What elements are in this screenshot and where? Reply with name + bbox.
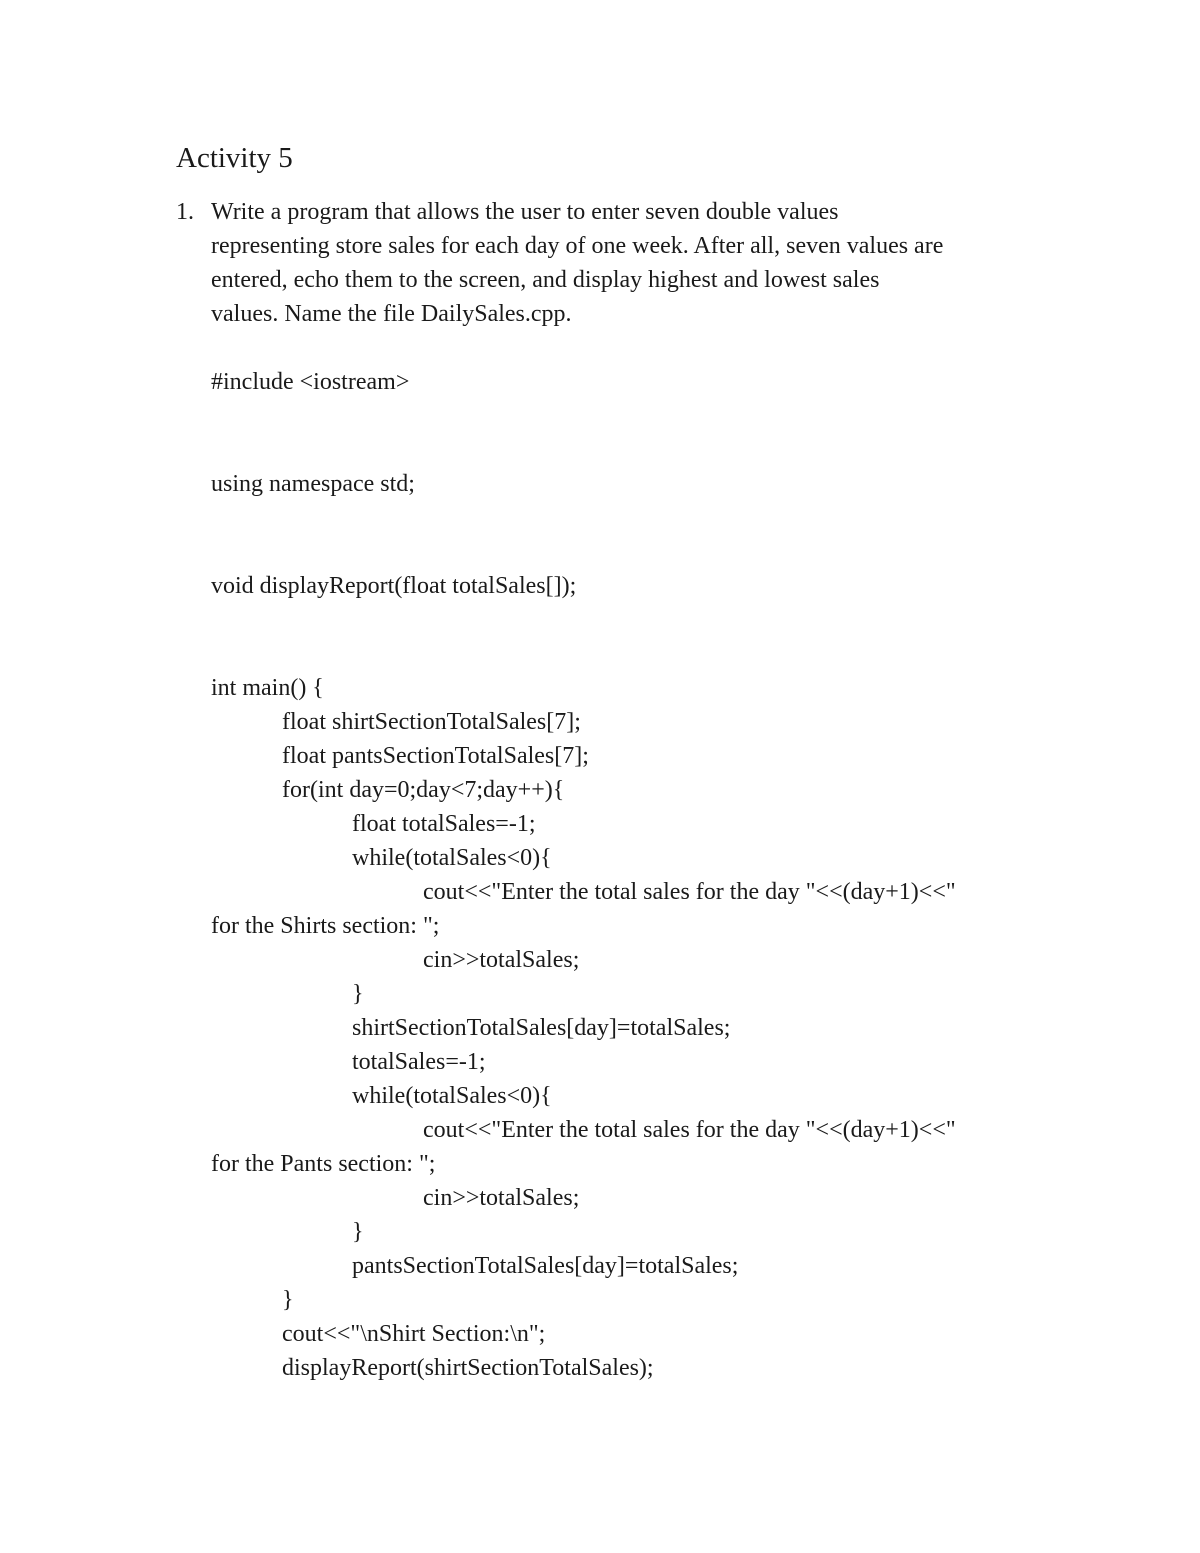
code-line: cout<<"\nShirt Section:\n"; xyxy=(282,1321,546,1347)
code-line: float pantsSectionTotalSales[7]; xyxy=(282,743,589,769)
question-line: values. Name the file DailySales.cpp. xyxy=(211,301,572,327)
question-line: entered, echo them to the screen, and display highest and lowest sales xyxy=(211,267,880,293)
page-title: Activity 5 xyxy=(176,142,293,174)
code-line: shirtSectionTotalSales[day]=totalSales; xyxy=(352,1015,731,1041)
code-line: for the Shirts section: "; xyxy=(211,913,440,939)
code-line: cout<<"Enter the total sales for the day "<<(day+1)<<" xyxy=(423,879,956,905)
code-line: while(totalSales<0){ xyxy=(352,1083,552,1109)
code-line: totalSales=-1; xyxy=(352,1049,486,1075)
code-line: } xyxy=(352,1219,364,1245)
code-line: cin>>totalSales; xyxy=(423,1185,580,1211)
code-line: while(totalSales<0){ xyxy=(352,845,552,871)
code-line: void displayReport(float totalSales[]); xyxy=(211,573,577,599)
code-line: #include <iostream> xyxy=(211,369,410,395)
code-line: for the Pants section: "; xyxy=(211,1151,436,1177)
code-line: cin>>totalSales; xyxy=(423,947,580,973)
code-line: } xyxy=(282,1287,294,1313)
code-line: cout<<"Enter the total sales for the day "<<(day+1)<<" xyxy=(423,1117,956,1143)
question-line: representing store sales for each day of one week. After all, seven values are xyxy=(211,233,944,259)
question-line: Write a program that allows the user to enter seven double values xyxy=(211,199,839,225)
code-line: } xyxy=(352,981,364,1007)
code-line: int main() { xyxy=(211,675,324,701)
question-number: 1. xyxy=(176,199,194,225)
code-line: float shirtSectionTotalSales[7]; xyxy=(282,709,581,735)
code-line: pantsSectionTotalSales[day]=totalSales; xyxy=(352,1253,739,1279)
question-text xyxy=(211,195,1071,331)
code-line: float totalSales=-1; xyxy=(352,811,536,837)
code-line: using namespace std; xyxy=(211,471,415,497)
code-line: for(int day=0;day<7;day++){ xyxy=(282,777,565,803)
code-line: displayReport(shirtSectionTotalSales); xyxy=(282,1355,654,1381)
